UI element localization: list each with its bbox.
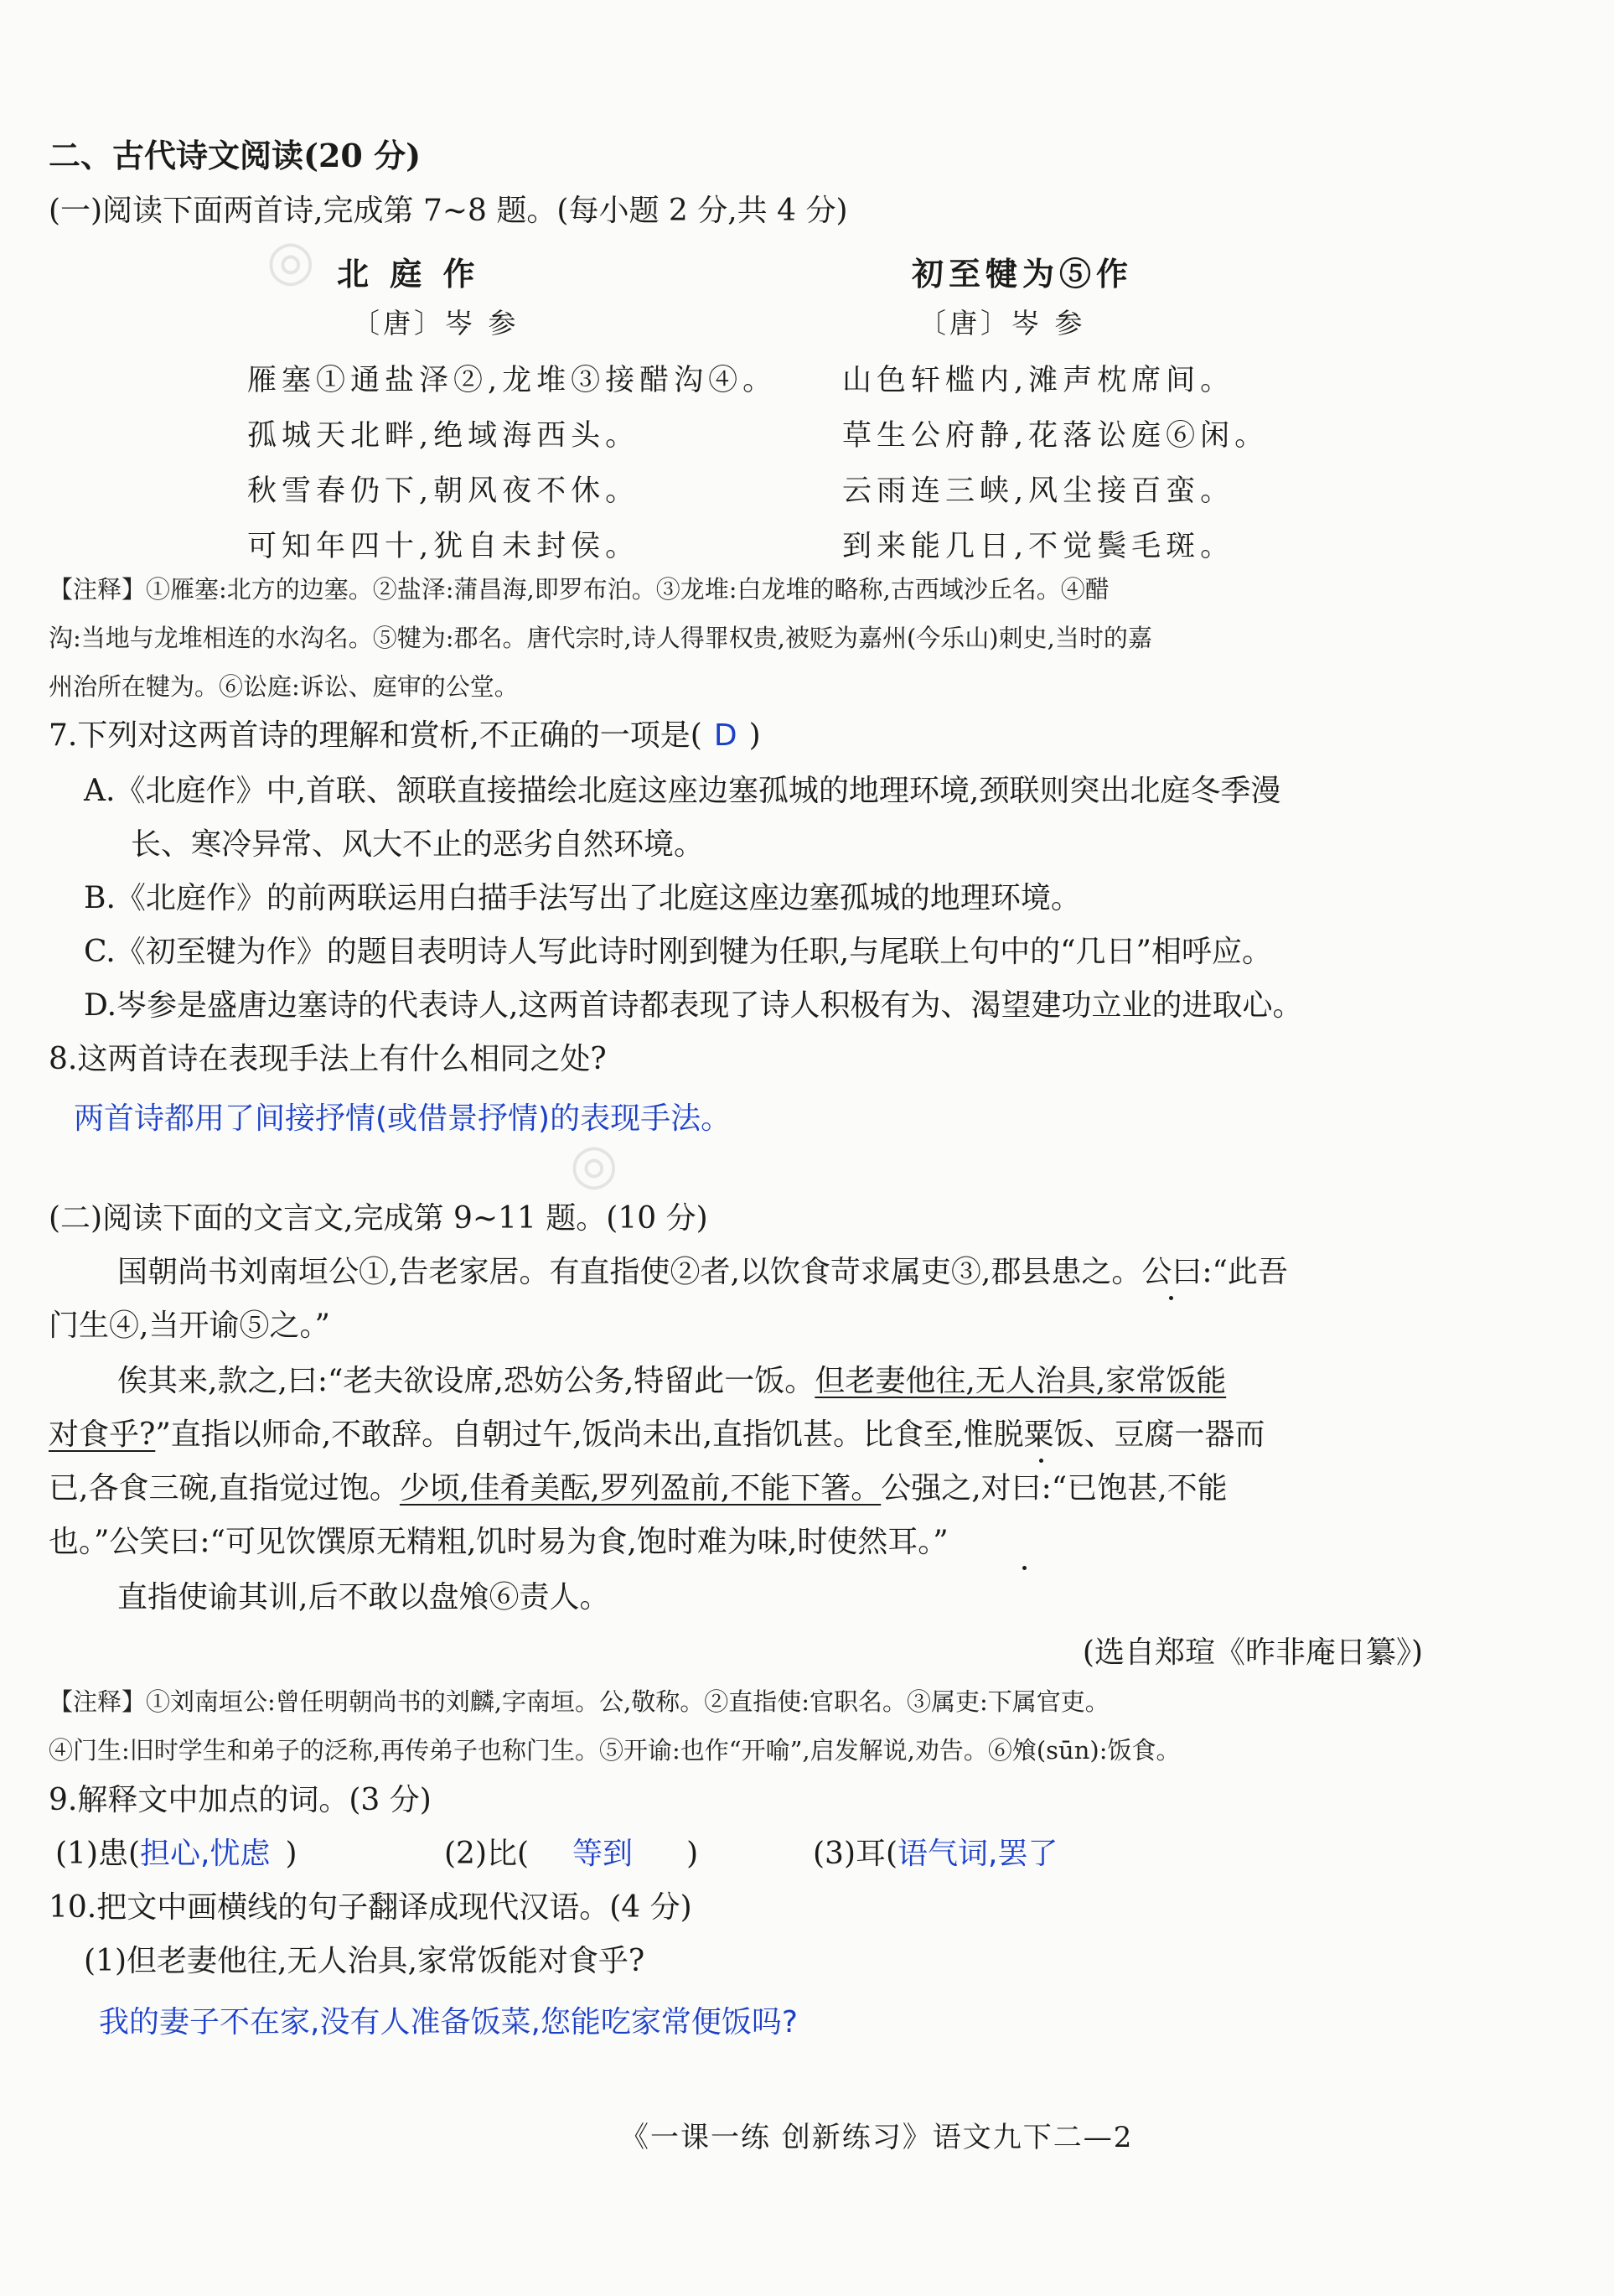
poem2-author: 〔唐〕岑 参 <box>918 307 1086 339</box>
underlined-sentence-1: 但老妻他往,无人治具,家常饭能 <box>815 1364 1227 1398</box>
passage-line <box>49 1470 1228 1507</box>
q9-item-label: (1)患( <box>55 1837 141 1871</box>
option-b: B.《北庭作》的前两联运用白描手法写出了北庭这座边塞孤城的地理环境。 <box>84 881 1081 915</box>
passage-notes-line: 【注释】①刘南垣公:曾任明朝尚书的刘麟,字南垣。公,敬称。②直指使:官职名。③属吏:下属官吏。 <box>49 1687 1110 1716</box>
passage-line: 也。”公笑曰:“可见饮馔原无精粗,饥时易为食,饱时难为味,时使然耳。” <box>49 1525 949 1559</box>
watermark-logo: ◎ <box>570 1132 622 1196</box>
poem-notes-line: 【注释】①雁塞:北方的边塞。②盐泽:蒲昌海,即罗布泊。③龙堆:白龙堆的略称,古西域沙丘名。④醋 <box>49 575 1110 604</box>
poem1-line: 孤城天北畔,绝域海西头。 <box>247 419 640 453</box>
emphasis-dot <box>1039 1459 1043 1463</box>
passage-line <box>117 1363 1226 1400</box>
question-7-stem <box>49 718 761 754</box>
passage-text: 俟其来,款之,曰:“老夫欲设席,恐妨公务,特留此一饭。 <box>117 1364 815 1398</box>
emphasis-dot <box>1169 1296 1173 1300</box>
passage-line: 国朝尚书刘南垣公①,告老家居。有直指使②者,以饮食苛求属吏③,郡县患之。公曰:“此吾 <box>117 1255 1288 1289</box>
page-footer: 《一课一练 创新练习》语文九下二—2 <box>620 2121 1134 2154</box>
question-10-answer-1: 我的妻子不在家,没有人准备饭菜,您能吃家常便饭吗? <box>99 2005 798 2039</box>
part2-instruction: (二)阅读下面的文言文,完成第 9~11 题。(10 分) <box>49 1201 708 1236</box>
option-a-cont: 长、寒冷异常、风大不止的恶劣自然环境。 <box>131 827 705 862</box>
passage-notes-line: ④门生:旧时学生和弟子的泛称,再传弟子也称门生。⑤开谕:也作“开喻”,启发解说,劝告。⑥飧(sūn):饭食。 <box>49 1736 1181 1765</box>
poem1-line: 雁塞①通盐泽②,龙堆③接醋沟④。 <box>247 364 778 397</box>
q9-item-answer: 担心,忧虑 <box>140 1837 271 1871</box>
poem-notes-line: 沟:当地与龙堆相连的水沟名。⑤犍为:郡名。唐代宗时,诗人得罪权贵,被贬为嘉州(今乐山)刺史,当时的嘉 <box>49 624 1152 652</box>
question-9-item-1 <box>55 1836 297 1873</box>
option-c: C.《初至犍为作》的题目表明诗人写此诗时刚到犍为任职,与尾联上句中的“几日”相呼应。 <box>84 935 1272 969</box>
poem1-author: 〔唐〕岑 参 <box>352 307 520 339</box>
emphasis-dot <box>1022 1566 1027 1570</box>
poem2-title: 初至犍为⑤作 <box>912 255 1134 293</box>
poem1-line: 秋雪春仍下,朝风夜不休。 <box>247 474 640 508</box>
q9-item-close: ) <box>285 1837 297 1871</box>
question-7-text: 7.下列对这两首诗的理解和赏析,不正确的一项是( <box>49 718 702 753</box>
question-8-answer: 两首诗都用了间接抒情(或借景抒情)的表现手法。 <box>74 1101 732 1136</box>
question-9-item-3 <box>813 1836 1058 1873</box>
q9-item-label: (2)比( <box>444 1837 530 1871</box>
passage-text: 公强之,对曰:“已饱甚,不能 <box>881 1471 1228 1506</box>
poem1-title: 北 庭 作 <box>337 255 480 293</box>
poem2-line: 山色轩槛内,滩声枕席间。 <box>842 364 1235 397</box>
poem2-line: 云雨连三峡,风尘接百蛮。 <box>842 474 1235 508</box>
question-10-stem: 10.把文中画横线的句子翻译成现代汉语。(4 分) <box>49 1890 692 1925</box>
q9-item-answer: 等到 <box>572 1837 634 1871</box>
passage-line: 直指使谕其训,后不敢以盘飧⑥责人。 <box>117 1580 610 1614</box>
question-7-answer: D <box>713 718 737 753</box>
poem2-line: 草生公府静,花落讼庭⑥闲。 <box>842 419 1270 453</box>
passage-text: 已,各食三碗,直指觉过饱。 <box>49 1471 400 1506</box>
underlined-sentence-1-cont: 对食乎? <box>49 1418 156 1452</box>
option-a: A.《北庭作》中,首联、颔联直接描绘北庭这座边塞孤城的地理环境,颈联则突出北庭冬季漫 <box>84 774 1281 808</box>
underlined-sentence-2: 少顷,佳肴美酝,罗列盈前,不能下箸。 <box>399 1471 882 1506</box>
passage-text: ”直指以师命,不敢辞。自朝过午,饭尚未出,直指饥甚。比食至,惟脱粟饭、豆腐一器而 <box>155 1418 1265 1452</box>
poem-notes-line: 州治所在犍为。⑥讼庭:诉讼、庭审的公堂。 <box>49 672 519 701</box>
question-8-stem: 8.这两首诗在表现手法上有什么相同之处? <box>49 1042 607 1076</box>
q9-item-close: ) <box>686 1837 699 1871</box>
section-heading: 二、古代诗文阅读(20 分) <box>49 137 422 174</box>
question-9-stem: 9.解释文中加点的词。(3 分) <box>49 1783 432 1817</box>
question-10-sub-1: (1)但老妻他往,无人治具,家常饭能对食乎? <box>84 1944 645 1978</box>
option-d: D.岑参是盛唐边塞诗的代表诗人,这两首诗都表现了诗人积极有为、渴望建功立业的进取心。 <box>84 988 1303 1023</box>
question-7-close: ) <box>748 718 761 753</box>
q9-item-answer: 语气词,罢了 <box>898 1837 1058 1871</box>
poem1-line: 可知年四十,犹自未封侯。 <box>247 530 640 563</box>
question-9-item-2 <box>444 1836 698 1873</box>
passage-line <box>49 1417 1265 1454</box>
q9-item-label: (3)耳( <box>813 1837 898 1871</box>
passage-line: 门生④,当开谕⑤之。” <box>49 1309 330 1343</box>
watermark-logo: ◎ <box>266 228 318 293</box>
poem2-line: 到来能几日,不觉鬓毛斑。 <box>842 530 1235 563</box>
part1-instruction: (一)阅读下面两首诗,完成第 7~8 题。(每小题 2 分,共 4 分) <box>49 194 848 228</box>
passage-source: (选自郑瑄《昨非庵日纂》) <box>1082 1635 1423 1670</box>
